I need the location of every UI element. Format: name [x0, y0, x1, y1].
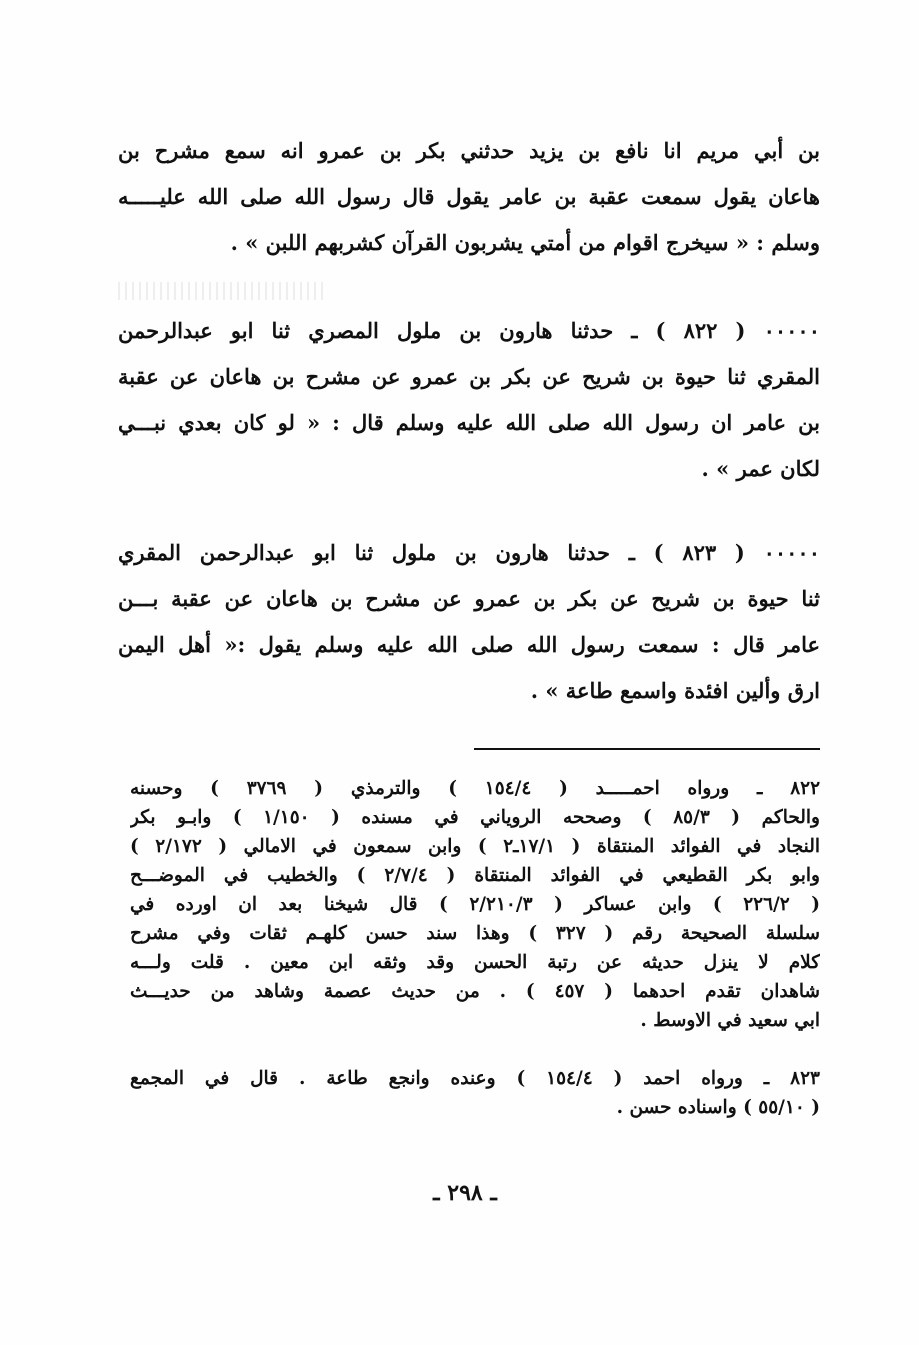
footnote-line: ابي سعيد في الاوسط .	[640, 1010, 820, 1031]
text-line: ارق وألين افئدة واسمع طاعة » .	[530, 678, 820, 703]
footnote-line: شاهدان تقدم احدهما ( ٤٥٧ ) . من حديث عصمة وشاهد من حديـــث	[130, 981, 820, 1002]
text-line: ٠٠٠٠٠ ( ٨٢٢ ) ـ حدثنا هارون بن ملول المصري ثنا ابو عبدالرحمن	[118, 318, 820, 343]
footnote-line: ( ٢٢٦/٢ ) وابن عساكر ( ٢/٢١٠/٣ ) قال شيخنا بعد ان اورده في	[130, 894, 820, 915]
text-line: بن أبي مريم انا نافع بن يزيد حدثني بكر بن عمرو انه سمع مشرح بن	[118, 138, 820, 163]
hadith-block-822	[118, 308, 820, 492]
hadith-block-continuation	[118, 128, 820, 266]
text-line: ٠٠٠٠٠ ( ٨٢٣ ) ـ حدثنا هارون بن ملول ثنا ابو عبدالرحمن المقري	[118, 540, 820, 565]
footnote-line: ( ٥٥/١٠ ) واسناده حسن .	[616, 1097, 820, 1118]
text-line: هاعان يقول سمعت عقبة بن عامر يقول قال رسول الله صلى الله عليـــــه	[118, 184, 820, 209]
page-number: ـ ٢٩٨ ـ	[433, 1180, 497, 1206]
text-line: عامر قال : سمعت رسول الله صلى الله عليه وسلم يقول :« أهل اليمن	[118, 632, 820, 657]
footnote-line: النجاد في الفوائد المنتقاة ( ١٧/١ـ٢ ) وابن سمعون في الامالي ( ٢/١٧٢ )	[130, 836, 820, 857]
text-line: ثنا حيوة بن شريح عن بكر بن عمرو عن مشرح بن هاعان عن عقبة بـــن	[118, 586, 820, 611]
footnote-line: سلسلة الصحيحة رقم ( ٣٢٧ ) وهذا سند حسن كلهـم ثقات وفي مشرح	[130, 923, 820, 944]
footnote-line: وابو بكر القطيعي في الفوائد المنتقاة ( ٢/٧/٤ ) والخطيب في الموضـــح	[130, 865, 820, 886]
footnote-line: ٨٢٢ ـ ورواه احمـــــد ( ١٥٤/٤ ) والترمذي ( ٣٧٦٩ ) وحسنه	[130, 778, 820, 799]
footnote-822	[130, 774, 820, 1035]
text-line: المقري ثنا حيوة بن شريح عن بكر بن عمرو عن مشرح بن هاعان عن عقبة	[118, 364, 820, 389]
footnote-line: ٨٢٣ ـ ورواه احمد ( ١٥٤/٤ ) وعنده وانجع طاعة . قال في المجمع	[130, 1068, 820, 1089]
text-line: بن عامر ان رسول الله صلى الله عليه وسلم قال : « لو كان بعدي نبـــي	[118, 410, 820, 435]
scan-noise	[118, 282, 328, 300]
footnote-823	[130, 1064, 820, 1122]
footnote-line: والحاكم ( ٨٥/٣ ) وصححه الروياني في مسنده ( ١/١٥٠ ) وابـو بكر	[130, 807, 820, 828]
footnote-line: كلام لا ينزل حديثه عن رتبة الحسن وقد وثقه ابن معين . قلت ولـــه	[130, 952, 820, 973]
footnote-divider	[474, 748, 820, 750]
text-line: وسلم : « سيخرج اقوام من أمتي يشربون القرآن كشربهم اللبن » .	[230, 230, 820, 255]
text-line: لكان عمر » .	[701, 456, 820, 481]
hadith-block-823	[118, 530, 820, 714]
